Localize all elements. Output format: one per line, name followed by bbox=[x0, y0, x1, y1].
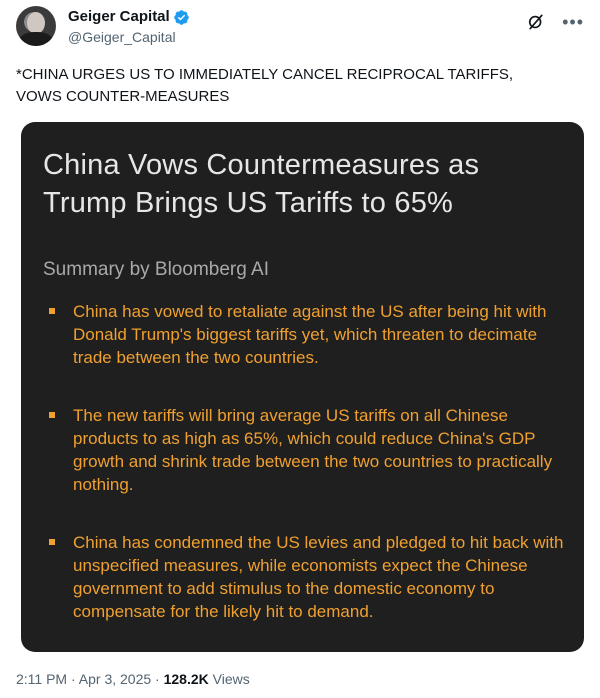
views-count: 128.2K bbox=[163, 671, 209, 687]
display-name-text[interactable]: Geiger Capital bbox=[68, 8, 170, 25]
author-names bbox=[68, 7, 190, 47]
tweet-header bbox=[16, 6, 584, 50]
summary-bullet-text: The new tariffs will bring average US tariffs on all Chinese products to as high as 65%, which could reduce China's GDP growth and shrink trade between the two countries to practically nothing. bbox=[73, 406, 553, 494]
card-title: China Vows Countermeasures as Trump Brings US Tariffs to 65% bbox=[43, 149, 480, 219]
card-subtitle: Summary by Bloomberg AI bbox=[43, 259, 269, 280]
bullet-marker-icon bbox=[49, 539, 55, 545]
views-label: Views bbox=[208, 671, 250, 687]
bullet-marker-icon bbox=[49, 412, 55, 418]
tweet-actions bbox=[526, 12, 584, 32]
verified-badge-icon bbox=[173, 9, 190, 26]
author-display-name[interactable] bbox=[68, 7, 190, 27]
bloomberg-summary-image[interactable] bbox=[21, 122, 584, 652]
author-handle[interactable]: @Geiger_Capital bbox=[68, 29, 176, 45]
tweet-meta bbox=[16, 670, 250, 688]
bullet-marker-icon bbox=[49, 308, 55, 314]
grok-icon[interactable] bbox=[526, 12, 546, 32]
summary-bullets bbox=[43, 300, 564, 623]
more-options-icon[interactable]: ••• bbox=[562, 12, 584, 32]
tweet-text: *CHINA URGES US TO IMMEDIATELY CANCEL RECIPROCAL TARIFFS, VOWS COUNTER-MEASURES bbox=[16, 66, 514, 105]
summary-bullet-text: China has vowed to retaliate against the US after being hit with Donald Trump's biggest tariffs yet, which threaten to decimate trade between the two countries. bbox=[73, 302, 547, 367]
summary-bullet-text: China has condemned the US levies and pledged to hit back with unspecified measures, while economists expect the Chinese government to add stimulus to the domestic economy to compensate for the likely hit to demand. bbox=[73, 533, 564, 621]
avatar[interactable] bbox=[16, 6, 56, 46]
summary-bullet bbox=[43, 404, 564, 496]
avatar-face bbox=[27, 12, 45, 34]
meta-separator: · bbox=[151, 671, 164, 687]
summary-bullet bbox=[43, 300, 564, 369]
tweet-timestamp[interactable]: 2:11 PM · Apr 3, 2025 bbox=[16, 671, 152, 687]
summary-bullet bbox=[43, 531, 564, 623]
avatar-suit bbox=[19, 32, 53, 46]
